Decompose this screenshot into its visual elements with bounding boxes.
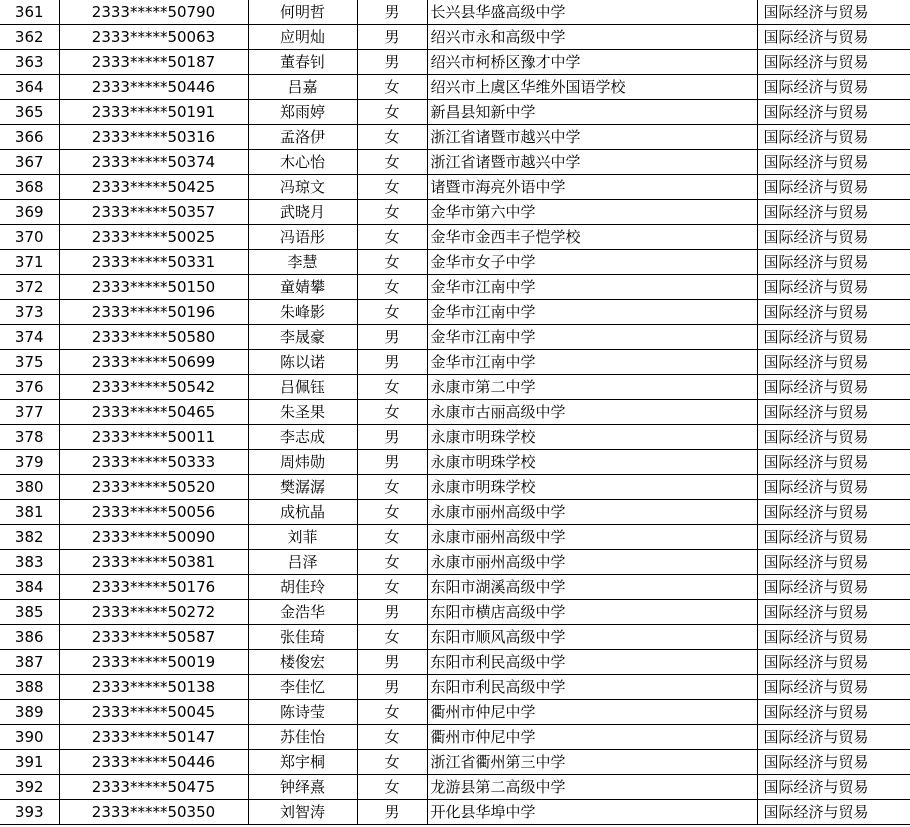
school-cell: 绍兴市柯桥区豫才中学 (427, 50, 757, 75)
student-id-cell: 2333*****50333 (59, 450, 248, 475)
school-cell: 龙游县第二高级中学 (427, 775, 757, 800)
row-number-cell: 379 (0, 450, 59, 475)
gender-cell: 女 (357, 525, 427, 550)
table-row (0, 300, 910, 325)
gender-cell: 男 (357, 25, 427, 50)
gender-cell: 男 (357, 800, 427, 825)
row-number-cell: 389 (0, 700, 59, 725)
row-number-cell: 367 (0, 150, 59, 175)
major-cell: 国际经济与贸易 (757, 225, 910, 250)
major-cell: 国际经济与贸易 (757, 200, 910, 225)
major-cell: 国际经济与贸易 (757, 750, 910, 775)
student-name-cell: 何明哲 (248, 0, 357, 25)
row-number-cell: 383 (0, 550, 59, 575)
student-name-cell: 木心怡 (248, 150, 357, 175)
table-row (0, 125, 910, 150)
student-id-cell: 2333*****50090 (59, 525, 248, 550)
school-cell: 金华市江南中学 (427, 300, 757, 325)
student-id-cell: 2333*****50381 (59, 550, 248, 575)
table-row (0, 225, 910, 250)
row-number-cell: 377 (0, 400, 59, 425)
gender-cell: 女 (357, 300, 427, 325)
school-cell: 金华市第六中学 (427, 200, 757, 225)
major-cell: 国际经济与贸易 (757, 250, 910, 275)
major-cell: 国际经济与贸易 (757, 25, 910, 50)
table-row (0, 425, 910, 450)
row-number-cell: 391 (0, 750, 59, 775)
table-row (0, 0, 910, 25)
row-number-cell: 380 (0, 475, 59, 500)
table-row (0, 50, 910, 75)
school-cell: 永康市明珠学校 (427, 475, 757, 500)
school-cell: 永康市明珠学校 (427, 450, 757, 475)
table-row (0, 525, 910, 550)
major-cell: 国际经济与贸易 (757, 425, 910, 450)
student-name-cell: 朱圣果 (248, 400, 357, 425)
row-number-cell: 386 (0, 625, 59, 650)
school-cell: 永康市丽州高级中学 (427, 550, 757, 575)
table-row (0, 700, 910, 725)
school-cell: 开化县华埠中学 (427, 800, 757, 825)
major-cell: 国际经济与贸易 (757, 600, 910, 625)
school-cell: 浙江省衢州第三中学 (427, 750, 757, 775)
major-cell: 国际经济与贸易 (757, 475, 910, 500)
school-cell: 衢州市仲尼中学 (427, 725, 757, 750)
student-name-cell: 冯琼文 (248, 175, 357, 200)
major-cell: 国际经济与贸易 (757, 450, 910, 475)
table-row (0, 175, 910, 200)
row-number-cell: 385 (0, 600, 59, 625)
student-name-cell: 陈诗莹 (248, 700, 357, 725)
table-row (0, 725, 910, 750)
row-number-cell: 381 (0, 500, 59, 525)
row-number-cell: 376 (0, 375, 59, 400)
student-name-cell: 吕泽 (248, 550, 357, 575)
gender-cell: 女 (357, 100, 427, 125)
student-id-cell: 2333*****50446 (59, 750, 248, 775)
gender-cell: 女 (357, 175, 427, 200)
student-name-cell: 刘智涛 (248, 800, 357, 825)
gender-cell: 女 (357, 275, 427, 300)
school-cell: 新昌县知新中学 (427, 100, 757, 125)
student-id-cell: 2333*****50187 (59, 50, 248, 75)
table-row (0, 400, 910, 425)
student-id-cell: 2333*****50025 (59, 225, 248, 250)
row-number-cell: 364 (0, 75, 59, 100)
gender-cell: 男 (357, 350, 427, 375)
row-number-cell: 375 (0, 350, 59, 375)
student-name-cell: 朱峰影 (248, 300, 357, 325)
table-row (0, 375, 910, 400)
table-row (0, 100, 910, 125)
major-cell: 国际经济与贸易 (757, 775, 910, 800)
student-id-cell: 2333*****50176 (59, 575, 248, 600)
major-cell: 国际经济与贸易 (757, 700, 910, 725)
gender-cell: 男 (357, 425, 427, 450)
student-name-cell: 樊潺潺 (248, 475, 357, 500)
student-name-cell: 郑雨婷 (248, 100, 357, 125)
student-name-cell: 金浩华 (248, 600, 357, 625)
student-id-cell: 2333*****50056 (59, 500, 248, 525)
row-number-cell: 388 (0, 675, 59, 700)
major-cell: 国际经济与贸易 (757, 100, 910, 125)
gender-cell: 女 (357, 500, 427, 525)
student-name-cell: 刘菲 (248, 525, 357, 550)
major-cell: 国际经济与贸易 (757, 550, 910, 575)
row-number-cell: 378 (0, 425, 59, 450)
table-row (0, 750, 910, 775)
school-cell: 永康市第二中学 (427, 375, 757, 400)
student-name-cell: 张佳琦 (248, 625, 357, 650)
table-row (0, 600, 910, 625)
major-cell: 国际经济与贸易 (757, 400, 910, 425)
major-cell: 国际经济与贸易 (757, 675, 910, 700)
student-id-cell: 2333*****50011 (59, 425, 248, 450)
gender-cell: 男 (357, 325, 427, 350)
table-row (0, 475, 910, 500)
gender-cell: 女 (357, 250, 427, 275)
major-cell: 国际经济与贸易 (757, 325, 910, 350)
school-cell: 永康市明珠学校 (427, 425, 757, 450)
table-row (0, 650, 910, 675)
row-number-cell: 382 (0, 525, 59, 550)
student-name-cell: 陈以诺 (248, 350, 357, 375)
school-cell: 金华市江南中学 (427, 350, 757, 375)
school-cell: 浙江省诸暨市越兴中学 (427, 150, 757, 175)
school-cell: 东阳市利民高级中学 (427, 650, 757, 675)
student-id-cell: 2333*****50374 (59, 150, 248, 175)
student-name-cell: 武晓月 (248, 200, 357, 225)
table-row (0, 150, 910, 175)
row-number-cell: 393 (0, 800, 59, 825)
row-number-cell: 361 (0, 0, 59, 25)
major-cell: 国际经济与贸易 (757, 75, 910, 100)
row-number-cell: 363 (0, 50, 59, 75)
school-cell: 东阳市湖溪高级中学 (427, 575, 757, 600)
student-name-cell: 吕佩钰 (248, 375, 357, 400)
student-id-cell: 2333*****50331 (59, 250, 248, 275)
major-cell: 国际经济与贸易 (757, 300, 910, 325)
student-id-cell: 2333*****50542 (59, 375, 248, 400)
gender-cell: 女 (357, 375, 427, 400)
table-row (0, 325, 910, 350)
table-row (0, 350, 910, 375)
gender-cell: 女 (357, 575, 427, 600)
major-cell: 国际经济与贸易 (757, 525, 910, 550)
gender-cell: 女 (357, 475, 427, 500)
school-cell: 金华市女子中学 (427, 250, 757, 275)
table-row (0, 775, 910, 800)
school-cell: 诸暨市海亮外语中学 (427, 175, 757, 200)
school-cell: 浙江省诸暨市越兴中学 (427, 125, 757, 150)
row-number-cell: 369 (0, 200, 59, 225)
table-row (0, 675, 910, 700)
student-name-cell: 成杭晶 (248, 500, 357, 525)
school-cell: 东阳市利民高级中学 (427, 675, 757, 700)
row-number-cell: 390 (0, 725, 59, 750)
gender-cell: 男 (357, 50, 427, 75)
student-id-cell: 2333*****50465 (59, 400, 248, 425)
student-id-cell: 2333*****50350 (59, 800, 248, 825)
school-cell: 永康市丽州高级中学 (427, 525, 757, 550)
student-id-cell: 2333*****50147 (59, 725, 248, 750)
table-row (0, 550, 910, 575)
school-cell: 衢州市仲尼中学 (427, 700, 757, 725)
student-id-cell: 2333*****50357 (59, 200, 248, 225)
student-name-cell: 楼俊宏 (248, 650, 357, 675)
table-row (0, 200, 910, 225)
major-cell: 国际经济与贸易 (757, 175, 910, 200)
student-name-cell: 李晟豪 (248, 325, 357, 350)
major-cell: 国际经济与贸易 (757, 275, 910, 300)
major-cell: 国际经济与贸易 (757, 0, 910, 25)
school-cell: 东阳市横店高级中学 (427, 600, 757, 625)
row-number-cell: 374 (0, 325, 59, 350)
student-name-cell: 董春钊 (248, 50, 357, 75)
row-number-cell: 370 (0, 225, 59, 250)
gender-cell: 女 (357, 725, 427, 750)
gender-cell: 女 (357, 550, 427, 575)
student-id-cell: 2333*****50446 (59, 75, 248, 100)
table-row (0, 25, 910, 50)
table-row (0, 575, 910, 600)
student-name-cell: 钟绎熹 (248, 775, 357, 800)
student-id-cell: 2333*****50191 (59, 100, 248, 125)
major-cell: 国际经济与贸易 (757, 350, 910, 375)
gender-cell: 男 (357, 450, 427, 475)
row-number-cell: 372 (0, 275, 59, 300)
school-cell: 绍兴市上虞区华维外国语学校 (427, 75, 757, 100)
student-name-cell: 李慧 (248, 250, 357, 275)
school-cell: 绍兴市永和高级中学 (427, 25, 757, 50)
gender-cell: 男 (357, 650, 427, 675)
row-number-cell: 368 (0, 175, 59, 200)
student-id-cell: 2333*****50790 (59, 0, 248, 25)
student-id-cell: 2333*****50063 (59, 25, 248, 50)
major-cell: 国际经济与贸易 (757, 500, 910, 525)
row-number-cell: 362 (0, 25, 59, 50)
student-id-cell: 2333*****50019 (59, 650, 248, 675)
student-name-cell: 郑宇桐 (248, 750, 357, 775)
row-number-cell: 371 (0, 250, 59, 275)
row-number-cell: 392 (0, 775, 59, 800)
table-row (0, 250, 910, 275)
major-cell: 国际经济与贸易 (757, 650, 910, 675)
table-row (0, 625, 910, 650)
student-name-cell: 周炜勋 (248, 450, 357, 475)
row-number-cell: 365 (0, 100, 59, 125)
student-id-cell: 2333*****50316 (59, 125, 248, 150)
major-cell: 国际经济与贸易 (757, 125, 910, 150)
table-row (0, 500, 910, 525)
table-row (0, 75, 910, 100)
gender-cell: 女 (357, 625, 427, 650)
gender-cell: 女 (357, 125, 427, 150)
student-id-cell: 2333*****50475 (59, 775, 248, 800)
student-name-cell: 胡佳玲 (248, 575, 357, 600)
school-cell: 永康市丽州高级中学 (427, 500, 757, 525)
table-row (0, 450, 910, 475)
student-name-cell: 童婧攀 (248, 275, 357, 300)
student-id-cell: 2333*****50580 (59, 325, 248, 350)
student-id-cell: 2333*****50699 (59, 350, 248, 375)
student-id-cell: 2333*****50425 (59, 175, 248, 200)
major-cell: 国际经济与贸易 (757, 800, 910, 825)
student-name-cell: 苏佳怡 (248, 725, 357, 750)
school-cell: 金华市江南中学 (427, 325, 757, 350)
student-id-cell: 2333*****50045 (59, 700, 248, 725)
major-cell: 国际经济与贸易 (757, 575, 910, 600)
student-id-cell: 2333*****50138 (59, 675, 248, 700)
gender-cell: 男 (357, 0, 427, 25)
row-number-cell: 384 (0, 575, 59, 600)
major-cell: 国际经济与贸易 (757, 50, 910, 75)
major-cell: 国际经济与贸易 (757, 725, 910, 750)
gender-cell: 女 (357, 700, 427, 725)
student-id-cell: 2333*****50150 (59, 275, 248, 300)
row-number-cell: 366 (0, 125, 59, 150)
major-cell: 国际经济与贸易 (757, 625, 910, 650)
major-cell: 国际经济与贸易 (757, 150, 910, 175)
table-row (0, 275, 910, 300)
school-cell: 金华市江南中学 (427, 275, 757, 300)
student-name-cell: 吕嘉 (248, 75, 357, 100)
student-id-cell: 2333*****50196 (59, 300, 248, 325)
gender-cell: 女 (357, 150, 427, 175)
school-cell: 永康市古丽高级中学 (427, 400, 757, 425)
student-name-cell: 李志成 (248, 425, 357, 450)
row-number-cell: 387 (0, 650, 59, 675)
school-cell: 金华市金西丰子恺学校 (427, 225, 757, 250)
student-name-cell: 李佳忆 (248, 675, 357, 700)
school-cell: 长兴县华盛高级中学 (427, 0, 757, 25)
gender-cell: 女 (357, 75, 427, 100)
gender-cell: 女 (357, 200, 427, 225)
student-id-cell: 2333*****50587 (59, 625, 248, 650)
student-name-cell: 孟洛伊 (248, 125, 357, 150)
gender-cell: 女 (357, 775, 427, 800)
major-cell: 国际经济与贸易 (757, 375, 910, 400)
table-row (0, 800, 910, 825)
student-id-cell: 2333*****50520 (59, 475, 248, 500)
student-name-cell: 应明灿 (248, 25, 357, 50)
gender-cell: 女 (357, 750, 427, 775)
gender-cell: 男 (357, 600, 427, 625)
gender-cell: 男 (357, 675, 427, 700)
row-number-cell: 373 (0, 300, 59, 325)
student-name-cell: 冯语彤 (248, 225, 357, 250)
gender-cell: 女 (357, 400, 427, 425)
gender-cell: 女 (357, 225, 427, 250)
school-cell: 东阳市顺风高级中学 (427, 625, 757, 650)
student-id-cell: 2333*****50272 (59, 600, 248, 625)
